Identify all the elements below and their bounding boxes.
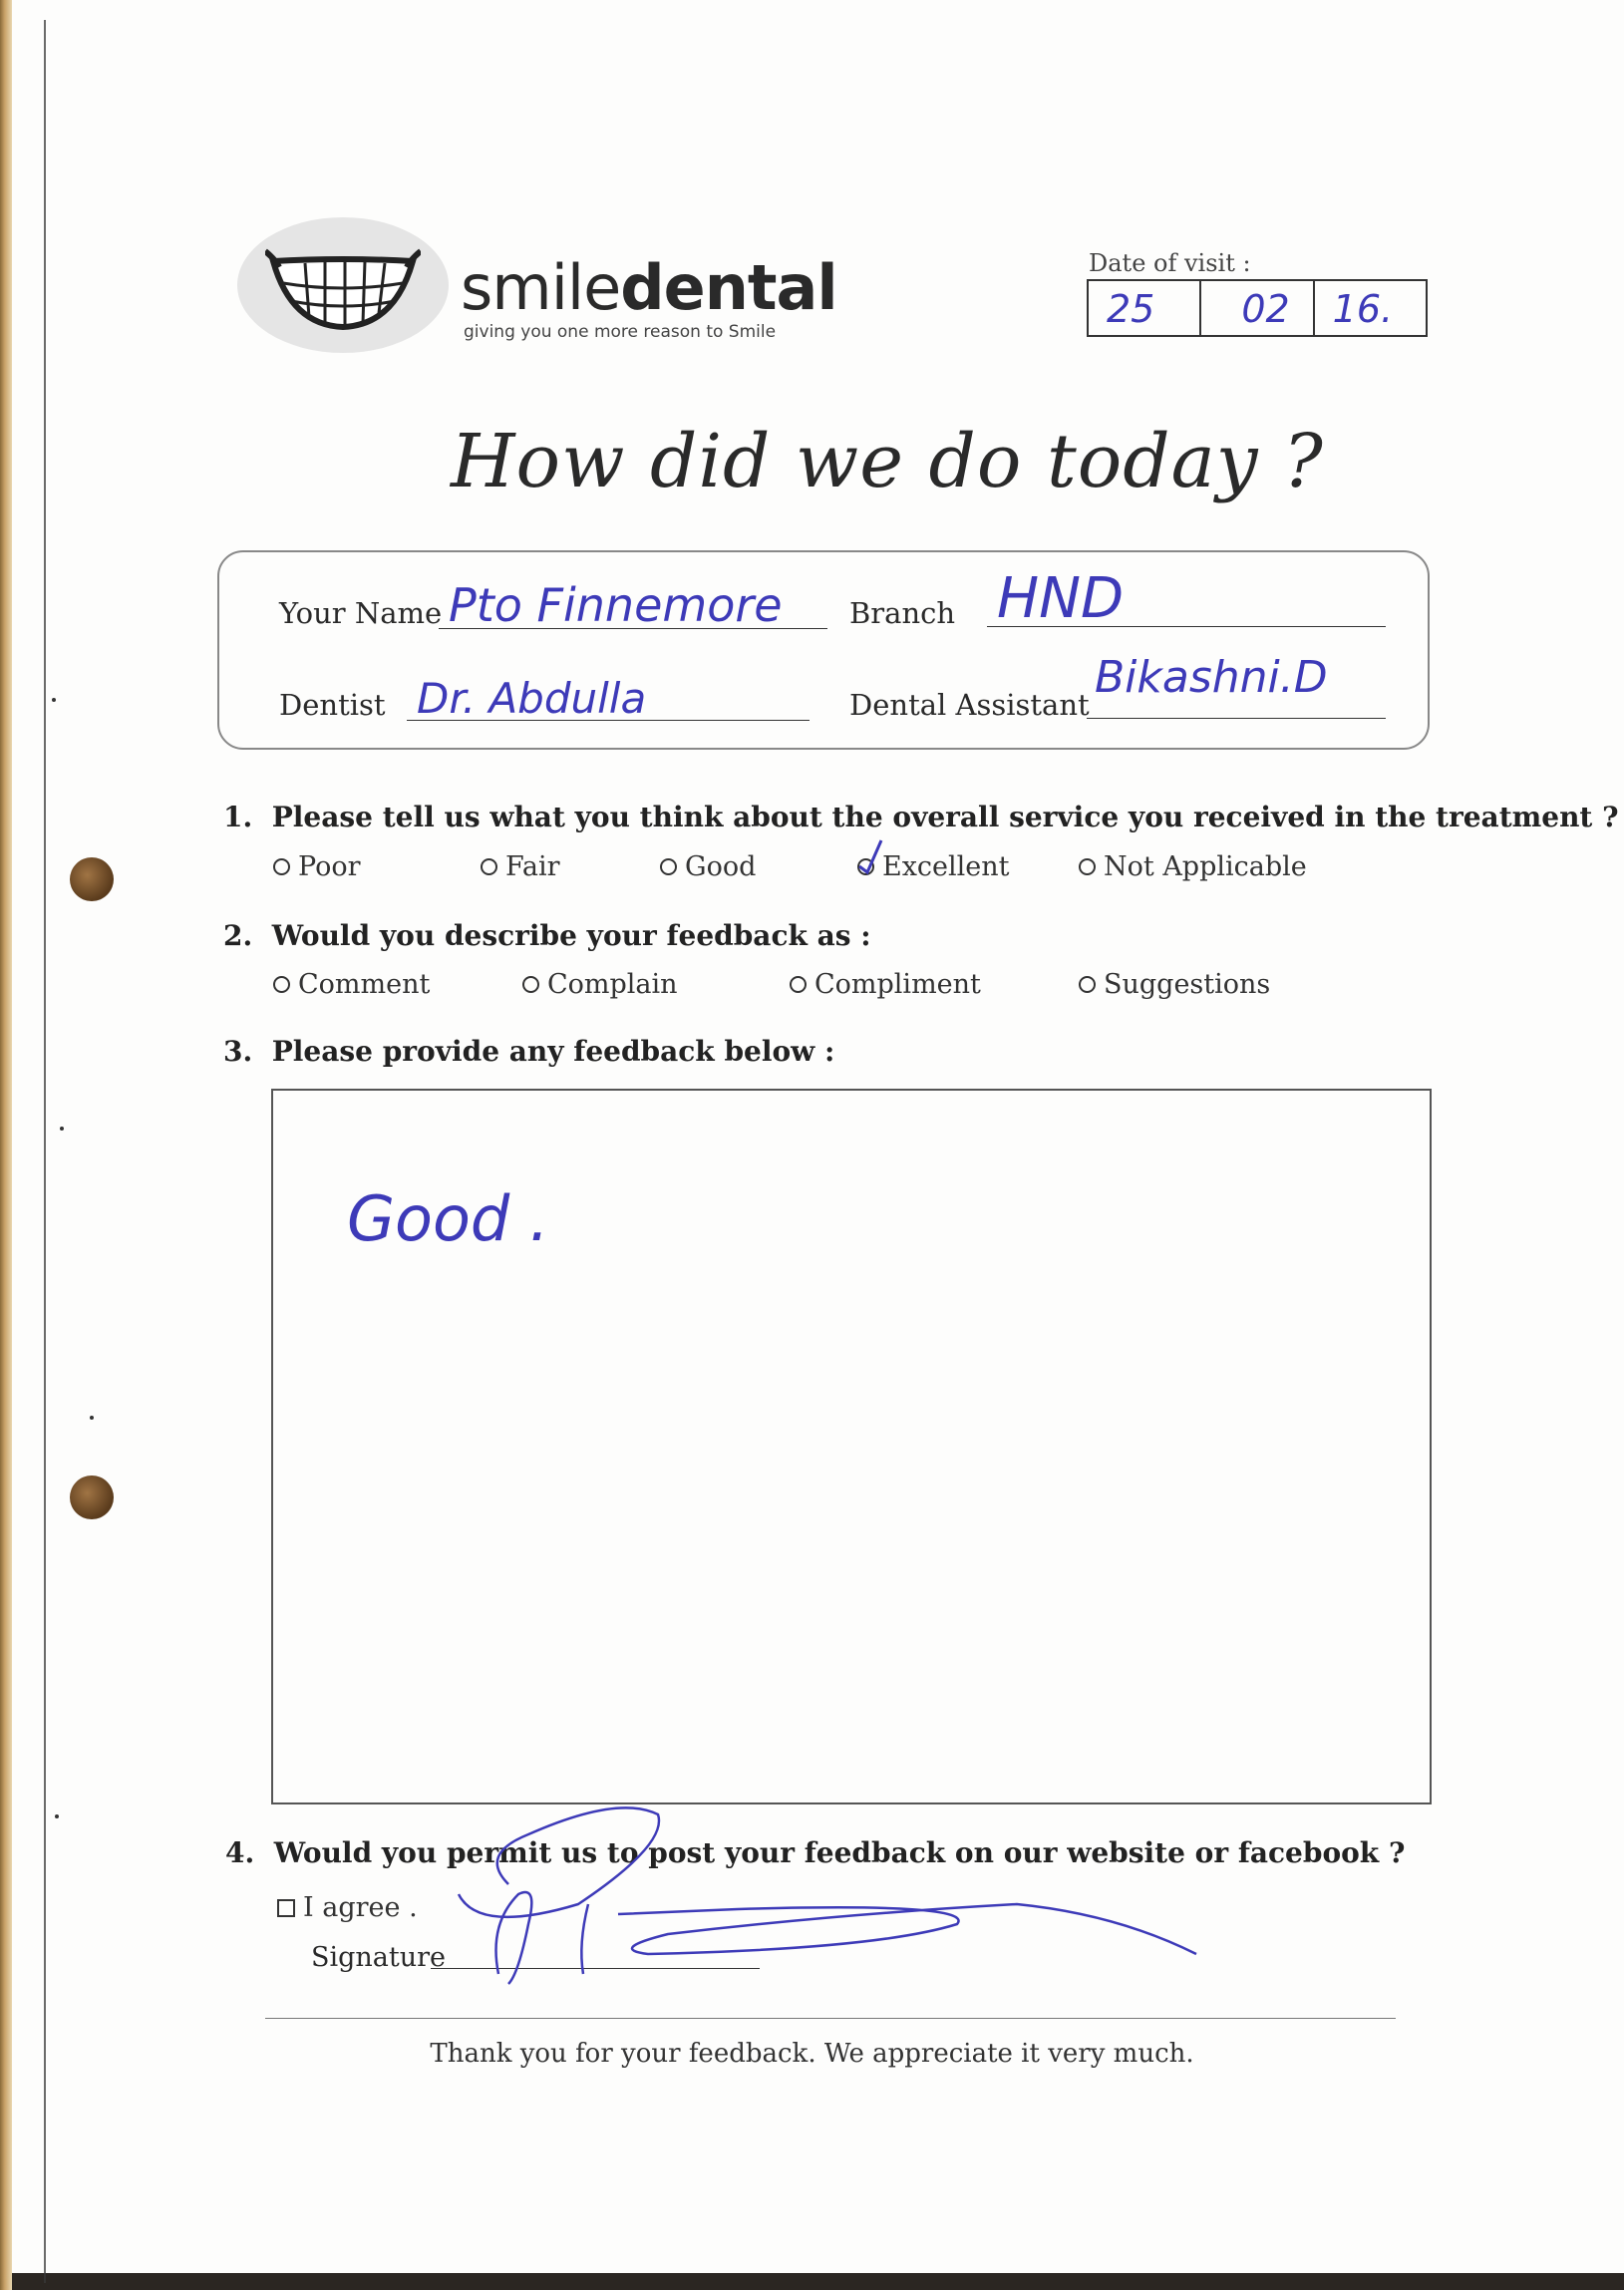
brand-bold: dental xyxy=(620,251,837,324)
date-year-cell[interactable] xyxy=(1315,281,1426,335)
brand-light: smile xyxy=(461,251,621,324)
question-text: Please provide any feedback below : xyxy=(271,1035,835,1068)
binding-line xyxy=(44,20,46,2283)
q2-option-suggestions[interactable] xyxy=(1079,969,1270,1000)
question-text: Would you describe your feedback as : xyxy=(271,919,871,952)
radio-icon[interactable] xyxy=(273,976,290,993)
question-3 xyxy=(223,1035,834,1068)
brand-name xyxy=(461,251,837,324)
q2-option-comment[interactable] xyxy=(273,969,430,1000)
signature-scribble xyxy=(419,1775,1216,1994)
smile-logo-icon xyxy=(265,239,421,331)
option-label: Good xyxy=(685,851,757,882)
question-1 xyxy=(223,801,1619,833)
date-day-cell[interactable] xyxy=(1089,281,1201,335)
paper-speck xyxy=(60,1127,64,1131)
smile-logo xyxy=(237,217,449,353)
check-mark-icon xyxy=(855,836,885,876)
date-year: 16. xyxy=(1332,287,1394,331)
date-day: 25 xyxy=(1107,287,1155,331)
question-number: 1. xyxy=(223,801,253,833)
paper-speck xyxy=(90,1416,94,1420)
question-text: Please tell us what you think about the overall service you received in the treatment ? xyxy=(271,801,1619,833)
question-2 xyxy=(223,919,871,952)
paper-speck xyxy=(52,698,56,702)
punch-hole xyxy=(70,1475,114,1519)
question-number: 2. xyxy=(223,919,253,952)
thank-you-note: Thank you for your feedback. We appreciate it very much. xyxy=(430,2039,1194,2069)
option-label: Fair xyxy=(505,851,560,882)
dentist-value: Dr. Abdulla xyxy=(417,674,647,723)
page-title: How did we do today ? xyxy=(451,419,1324,504)
q2-option-compliment[interactable] xyxy=(790,969,981,1000)
date-label: Date of visit : xyxy=(1089,249,1251,277)
binding-edge xyxy=(0,0,12,2290)
q2-option-complain[interactable] xyxy=(522,969,678,1000)
q1-option-fair[interactable] xyxy=(481,851,560,882)
q1-option-not-applicable[interactable] xyxy=(1079,851,1307,882)
branch-label: Branch xyxy=(849,596,956,630)
agree-label: I agree . xyxy=(303,1892,418,1923)
date-month: 02 xyxy=(1241,287,1290,331)
name-label: Your Name xyxy=(279,596,443,630)
paper-speck xyxy=(55,1814,59,1818)
radio-icon[interactable] xyxy=(1079,976,1096,993)
radio-icon[interactable] xyxy=(522,976,539,993)
signature-label: Signature xyxy=(311,1942,447,1973)
punch-hole xyxy=(70,857,114,901)
radio-checked-icon[interactable] xyxy=(857,858,874,875)
question-number: 3. xyxy=(223,1035,253,1068)
q1-option-excellent[interactable] xyxy=(857,851,1010,882)
visitor-info-box xyxy=(217,550,1430,750)
footer-divider xyxy=(265,2018,1396,2019)
option-label: Compliment xyxy=(814,969,981,1000)
question-number: 4. xyxy=(225,1836,255,1869)
radio-icon[interactable] xyxy=(1079,858,1096,875)
option-label: Excellent xyxy=(882,851,1010,882)
name-value: Pto Finnemore xyxy=(449,578,783,632)
date-month-cell[interactable] xyxy=(1201,281,1314,335)
assistant-label: Dental Assistant xyxy=(849,688,1090,722)
radio-icon[interactable] xyxy=(790,976,807,993)
agree-checkbox-row[interactable] xyxy=(277,1892,418,1923)
dentist-label: Dentist xyxy=(279,688,386,722)
radio-icon[interactable] xyxy=(660,858,677,875)
q1-option-poor[interactable] xyxy=(273,851,361,882)
checkbox-icon[interactable] xyxy=(277,1899,295,1917)
option-label: Not Applicable xyxy=(1104,851,1307,882)
option-label: Complain xyxy=(547,969,678,1000)
branch-value: HND xyxy=(997,566,1125,631)
q1-option-good[interactable] xyxy=(660,851,756,882)
radio-icon[interactable] xyxy=(273,858,290,875)
option-label: Suggestions xyxy=(1104,969,1271,1000)
assistant-value: Bikashni.D xyxy=(1095,652,1328,703)
feedback-text: Good . xyxy=(347,1182,549,1255)
option-label: Comment xyxy=(298,969,431,1000)
assistant-field[interactable] xyxy=(1087,718,1386,719)
question-text: Would you permit us to post your feedback on our website or facebook ? xyxy=(273,1836,1406,1869)
radio-icon[interactable] xyxy=(481,858,497,875)
date-of-visit-field[interactable] xyxy=(1087,279,1428,337)
brand-tagline: giving you one more reason to Smile xyxy=(464,322,777,342)
option-label: Poor xyxy=(298,851,361,882)
